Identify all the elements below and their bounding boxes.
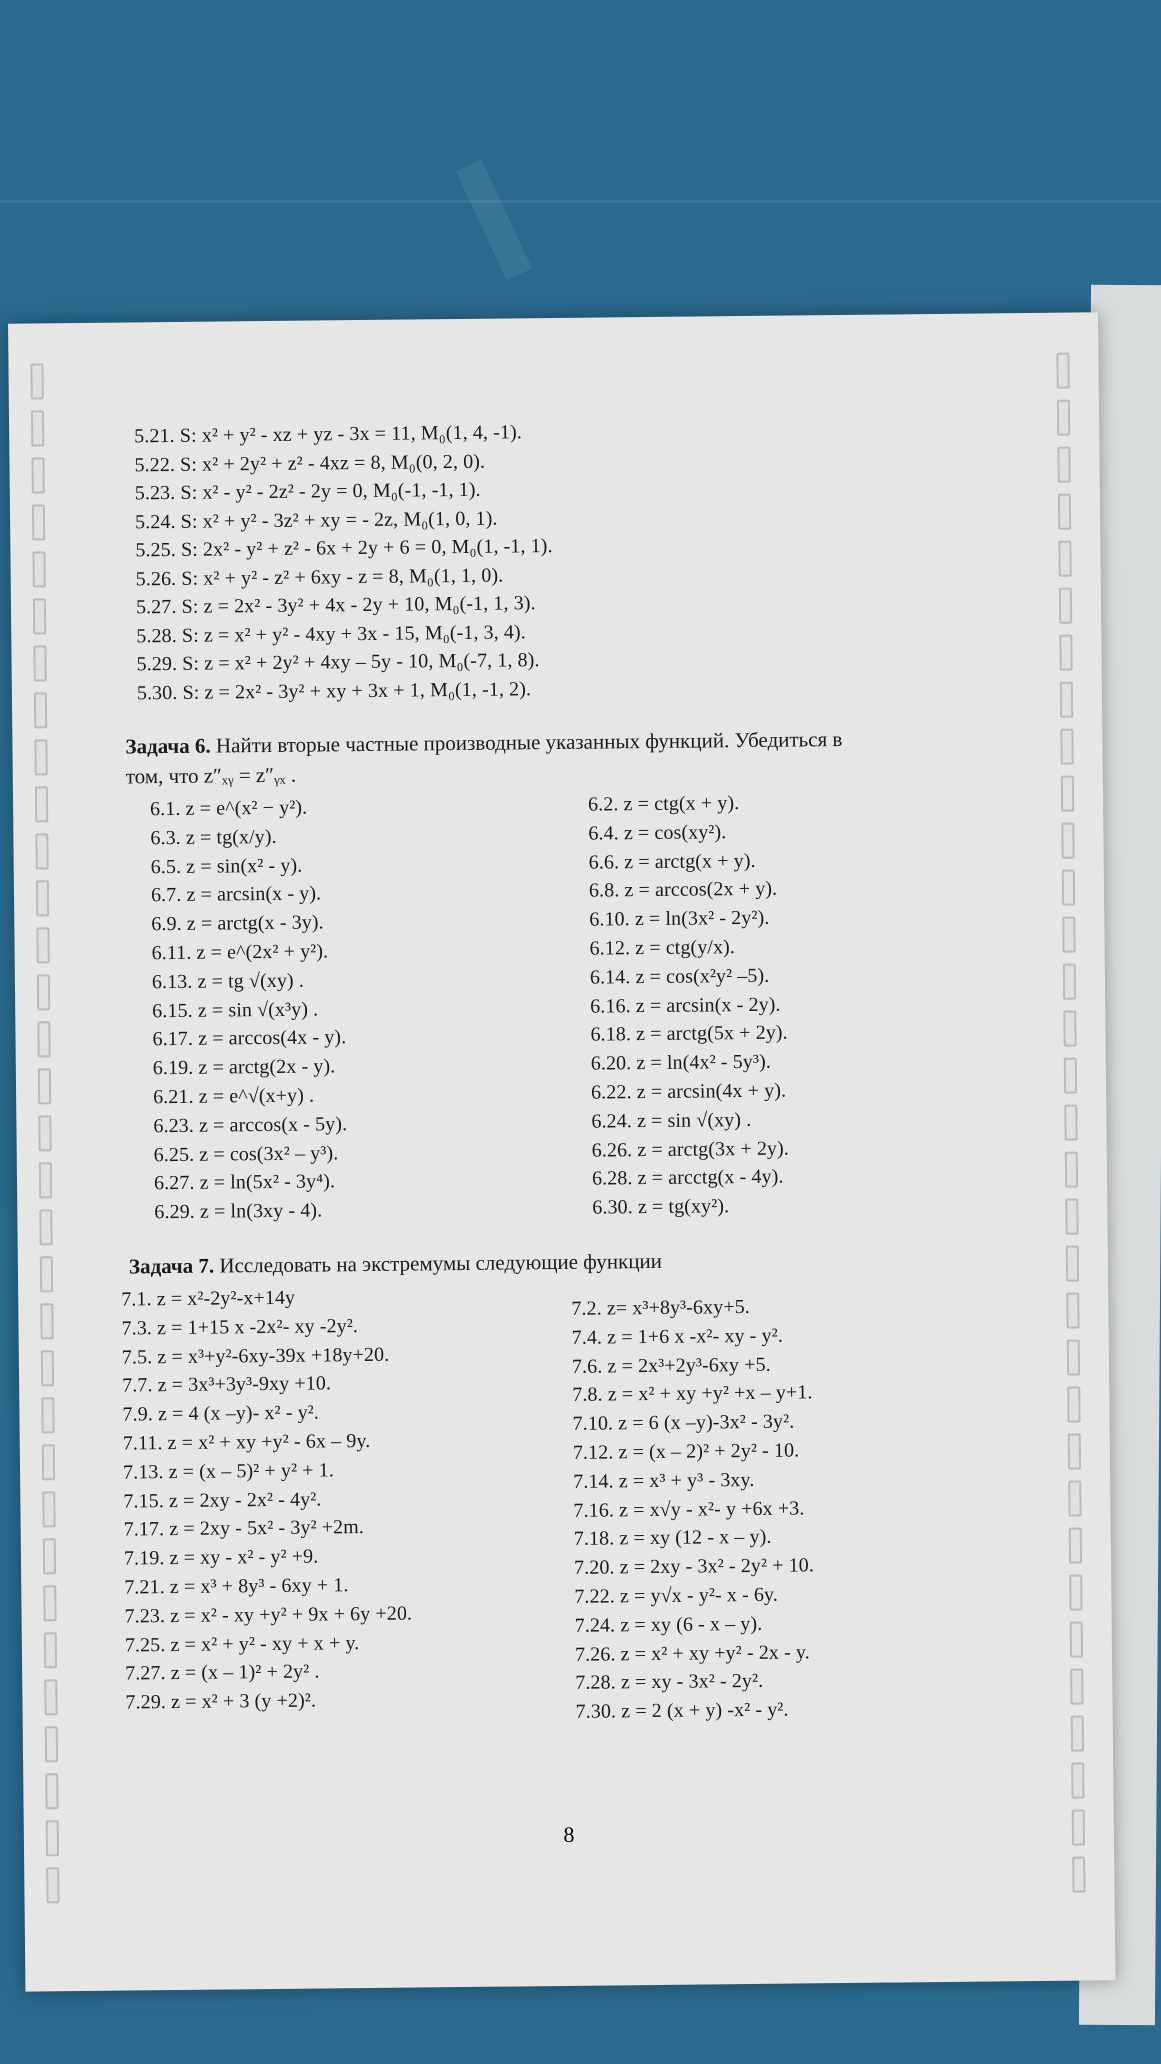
task7-item: 7.7. z = 3x³+3y³-9xy +10.	[122, 1372, 332, 1397]
task6-item: 6.5. z = sin(x² - y).	[150, 854, 303, 878]
binding-hole	[42, 1444, 55, 1480]
task6-item: 6.16. z = arcsin(x - 2y).	[590, 993, 781, 1018]
task7-item: 7.22. z = y√x - y²- x - 6y.	[574, 1583, 779, 1608]
task7-item: 7.29. z = x² + 3 (y +2)².	[125, 1689, 317, 1714]
task7-item: 7.8. z = x² + xy +y² +x – y+1.	[572, 1381, 813, 1407]
task6-heading: Задача 6.	[125, 733, 211, 759]
binding-hole	[1072, 1857, 1085, 1893]
task6-item: 6.9. z = arctg(x - 3y).	[151, 911, 324, 936]
task6-item: 6.10. z = ln(3x² - 2y²).	[589, 906, 770, 931]
binding-hole	[33, 645, 46, 681]
task6-item: 6.19. z = arctg(2x - y).	[152, 1055, 336, 1080]
binding-hole	[1068, 1434, 1081, 1470]
binding-hole	[32, 504, 45, 540]
task5-item: 5.27. S: z = 2x² - 3y² + 4x - 2y + 10, M₀(-1, 1, 3).	[135, 592, 536, 619]
binding-hole	[1064, 1105, 1077, 1141]
binding-hole	[46, 1867, 59, 1903]
binding-hole	[1060, 729, 1073, 765]
binding-hole	[1057, 400, 1070, 436]
binding-hole	[1067, 1387, 1080, 1423]
task7-item: 7.26. z = x² + xy +y² - 2x - y.	[574, 1640, 810, 1666]
task6-item: 6.24. z = sin √(xy) .	[591, 1108, 752, 1133]
task5-item: 5.26. S: x² + y² - z² + 6xy - z = 8, M₀(1, 1, 0).	[135, 564, 504, 590]
task7-heading: Задача 7.	[128, 1253, 215, 1279]
binding-hole	[44, 1679, 57, 1715]
task6-item: 6.26. z = arctg(3x + 2y).	[591, 1137, 790, 1162]
binding-hole	[1062, 917, 1075, 953]
task6-item: 6.4. z = cos(xy²).	[588, 821, 727, 845]
task7-item: 7.13. z = (x – 5)² + y² + 1.	[122, 1459, 334, 1484]
task6-item: 6.22. z = arcsin(4x + y).	[590, 1079, 787, 1104]
task7-item: 7.27. z = (x – 1)² + 2y² .	[125, 1660, 320, 1685]
binding-hole	[31, 457, 44, 493]
task7-item: 7.5. z = x³+y²-6xy-39x +18y+20.	[121, 1343, 390, 1369]
task6-item: 6.27. z = ln(5x² - 3y⁴).	[153, 1170, 336, 1195]
task5-item: 5.28. S: z = x² + y² - 4xy + 3x - 15, M₀(-1, 3, 4).	[136, 620, 526, 647]
task6-item: 6.18. z = arctg(5x + 2y).	[590, 1021, 788, 1047]
binding-hole	[1058, 494, 1071, 530]
binding-hole	[39, 1209, 52, 1245]
task7-item: 7.20. z = 2xy - 3x² - 2y² + 10.	[573, 1554, 815, 1579]
binding-hole	[1065, 1152, 1078, 1188]
task7-item: 7.18. z = xy (12 - x – y).	[573, 1526, 772, 1551]
task6-item: 6.25. z = cos(3x² – y³).	[153, 1141, 339, 1166]
binding-hole	[1060, 682, 1073, 718]
task7-grid	[121, 1276, 1068, 1732]
task6-item: 6.23. z = arccos(x - 5y).	[153, 1112, 348, 1137]
task7-item: 7.2. z= x³+8y³-6xy+5.	[571, 1295, 750, 1320]
binding-hole	[35, 833, 48, 869]
binding-hole	[1062, 870, 1075, 906]
task7-heading-line	[129, 1242, 1063, 1282]
task7-item: 7.17. z = 2xy - 5x² - 3y² +2m.	[123, 1516, 365, 1541]
binding-hole	[1059, 588, 1072, 624]
task6-text-line2: том, что z″ₓᵧ = z″ᵧₓ .	[125, 762, 297, 789]
task6-item: 6.8. z = arccos(2x + y).	[588, 878, 778, 903]
binding-hole	[45, 1726, 58, 1762]
task7-item: 7.3. z = 1+15 x -2x²- xy -2y².	[121, 1314, 359, 1340]
task5-item: 5.22. S: x² + 2y² + z² - 4xz = 8, M₀(0, 2, 0).	[134, 450, 486, 476]
task6-item: 6.11. z = e^(2x² + y²).	[151, 940, 329, 965]
task7-item: 7.4. z = 1+6 x -x²- xy - y².	[571, 1324, 784, 1349]
task7-item: 7.1. z = x²-2y²-x+14y	[121, 1286, 296, 1311]
task6-right-column	[588, 786, 1032, 1223]
binding-hole	[32, 551, 45, 587]
binding-hole	[33, 598, 46, 634]
task7-item: 7.9. z = 4 (x –y)- x² - y².	[122, 1401, 320, 1426]
binding-hole	[1067, 1340, 1080, 1376]
task6-item: 6.15. z = sin √(x³y) .	[152, 998, 319, 1022]
task6-item: 6.1. z = e^(x² − y²).	[150, 796, 308, 821]
binding-hole	[1066, 1246, 1079, 1282]
document-page	[8, 312, 1115, 1991]
binding-hole	[38, 1115, 51, 1151]
task6-item: 6.30. z = tg(xy²).	[592, 1195, 730, 1219]
binding-hole	[34, 739, 47, 775]
binding-hole	[45, 1773, 58, 1809]
binding-hole	[1063, 1011, 1076, 1047]
binding-hole	[1069, 1575, 1082, 1611]
task6-item: 6.28. z = arcctg(x - 4y).	[591, 1165, 784, 1190]
binding-hole	[1071, 1716, 1084, 1752]
binding-hole	[40, 1303, 53, 1339]
task7-item: 7.30. z = 2 (x + y) -x² - y².	[575, 1698, 789, 1723]
binding-hole	[37, 974, 50, 1010]
page-content	[121, 413, 1068, 1731]
task6-item: 6.2. z = ctg(x + y).	[587, 792, 740, 816]
binding-hole	[35, 786, 48, 822]
task5-item: 5.21. S: x² + y² - xz + yz - 3x = 11, M₀(1, 4, -1).	[134, 421, 522, 448]
task6-item: 6.29. z = ln(3xy - 4).	[154, 1199, 323, 1224]
task6-item: 6.6. z = arctg(x + y).	[588, 849, 756, 874]
binding-hole	[34, 692, 47, 728]
task6-item: 6.21. z = e^√(x+y) .	[153, 1084, 315, 1109]
binding-hole	[1069, 1528, 1082, 1564]
task6-left-column	[138, 791, 582, 1228]
task6-item: 6.14. z = cos(x²y² –5).	[589, 964, 770, 989]
binding-hole	[1059, 635, 1072, 671]
binding-hole	[1061, 823, 1074, 859]
binding-hole	[1064, 1058, 1077, 1094]
binding-hole	[1068, 1481, 1081, 1517]
binding-hole	[41, 1397, 54, 1433]
binding-hole	[1066, 1293, 1079, 1329]
task6-text-line1: Найти вторые частные производные указанных функций. Убедиться в	[215, 726, 843, 758]
task7-item: 7.12. z = (x – 2)² + 2y² - 10.	[572, 1439, 800, 1464]
binding-hole	[1070, 1669, 1083, 1705]
task7-item: 7.10. z = 6 (x –y)-3x² - 3y².	[572, 1410, 795, 1435]
binding-hole	[1058, 541, 1071, 577]
task5-item: 5.24. S: x² + y² - 3z² + xy = - 2z, M₀(1, 0, 1).	[134, 507, 498, 533]
task6-item: 6.3. z = tg(x/y).	[150, 825, 277, 850]
task7-item: 7.6. z = 2x³+2y³-6xy +5.	[571, 1353, 771, 1378]
task7-item: 7.21. z = x³ + 8y³ - 6xy + 1.	[124, 1574, 349, 1599]
binding-hole	[1061, 776, 1074, 812]
binding-hole	[1063, 964, 1076, 1000]
binding-hole	[42, 1491, 55, 1527]
binding-hole	[1070, 1622, 1083, 1658]
task6-item: 6.7. z = arcsin(x - y).	[150, 882, 322, 907]
task7-item: 7.19. z = xy - x² - y² +9.	[123, 1545, 319, 1570]
task5-item: 5.25. S: 2x² - y² + z² - 6x + 2y + 6 = 0, M₀(1, -1, 1).	[135, 535, 553, 562]
binding-hole	[1056, 353, 1069, 389]
task5-item: 5.29. S: z = x² + 2y² + 4xy – 5y - 10, M₀(-7, 1, 8).	[136, 649, 540, 676]
task6-item: 6.17. z = arccos(4x - y).	[152, 1026, 347, 1051]
task7-item: 7.16. z = x√y - x²- y +6x +3.	[573, 1496, 805, 1522]
binding-hole	[36, 880, 49, 916]
binding-hole	[40, 1256, 53, 1292]
task7-item: 7.14. z = x³ + y³ - 3xy.	[573, 1468, 755, 1493]
task7-right-column	[571, 1276, 1016, 1727]
task7-item: 7.11. z = x² + xy +y² - 6x – 9y.	[122, 1429, 371, 1455]
binding-hole	[1071, 1763, 1084, 1799]
desk-seam	[0, 200, 1161, 203]
task6-item: 6.12. z = ctg(y/x).	[589, 936, 736, 960]
task6-item: 6.20. z = ln(4x² - 5y³).	[590, 1050, 772, 1075]
binding-hole	[39, 1162, 52, 1198]
task5-item: 5.30. S: z = 2x² - 3y² + xy + 3x + 1, M₀(1, -1, 2).	[136, 677, 532, 704]
task5-item: 5.23. S: x² - y² - 2z² - 2y = 0, M₀(-1, -1, 1).	[134, 478, 481, 505]
task6-grid	[138, 786, 1062, 1228]
task7-text: Исследовать на экстремумы следующие функции	[219, 1248, 663, 1278]
binding-hole	[43, 1538, 56, 1574]
task7-item: 7.28. z = xy - 3x² - 2y².	[575, 1670, 764, 1695]
binding-holes-left	[30, 363, 70, 1923]
binding-hole	[44, 1632, 57, 1668]
task5-list	[134, 413, 1057, 708]
task7-item: 7.24. z = xy (6 - x – y).	[574, 1612, 763, 1637]
task7-item: 7.23. z = x² - xy +y² + 9x + 6y +20.	[124, 1602, 413, 1628]
binding-hole	[30, 363, 43, 399]
desk-scratch	[456, 160, 532, 281]
binding-hole	[38, 1068, 51, 1104]
page-number: 8	[563, 1821, 575, 1847]
binding-hole	[36, 927, 49, 963]
task6-item: 6.13. z = tg √(xy) .	[151, 969, 305, 994]
binding-hole	[1057, 447, 1070, 483]
task7-item: 7.15. z = 2xy - 2x² - 4y².	[123, 1488, 322, 1513]
binding-hole	[37, 1021, 50, 1057]
task7-item: 7.25. z = x² + y² - xy + x + y.	[124, 1631, 360, 1657]
binding-hole	[43, 1585, 56, 1621]
binding-hole	[31, 410, 44, 446]
binding-hole	[1065, 1199, 1078, 1235]
task7-left-column	[121, 1281, 566, 1732]
binding-hole	[41, 1350, 54, 1386]
